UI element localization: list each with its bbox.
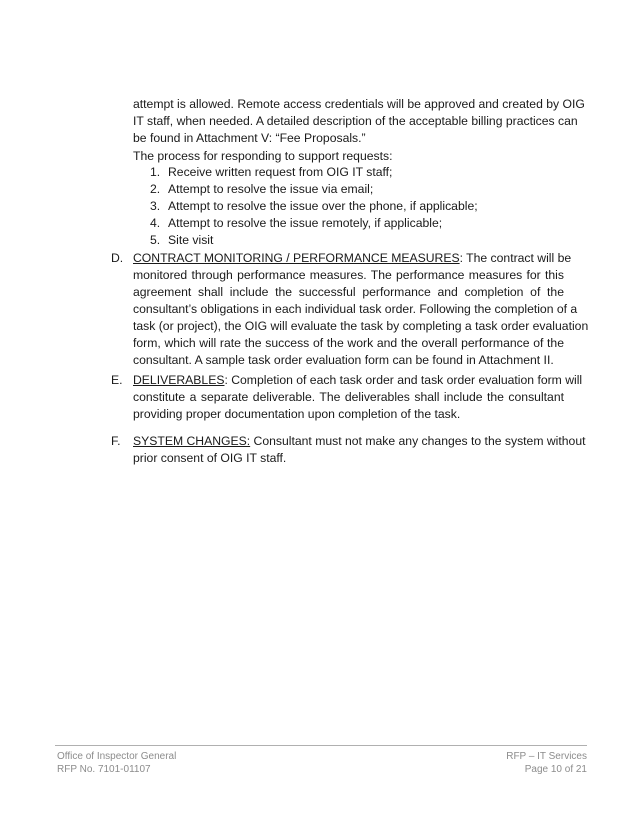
list-number: 5. (150, 233, 161, 247)
list-item (150, 232, 478, 249)
section-heading: DELIVERABLES (133, 373, 225, 387)
list-item (150, 198, 478, 215)
list-number: 1. (150, 165, 161, 179)
section-line: consultant’s obligations in each individual task order. Following the completion of a (133, 302, 578, 316)
section-line: providing proper documentation upon completion of the task. (133, 407, 461, 421)
list-text: Site visit (168, 233, 214, 247)
process-steps-list (150, 164, 478, 249)
list-text: Receive written request from OIG IT staff; (168, 165, 393, 179)
list-number: 4. (150, 216, 161, 230)
list-number: 3. (150, 199, 161, 213)
section-line: agreement shall include the successful performance and completion of the (133, 285, 564, 299)
footer-page-number: Page 10 of 21 (524, 764, 587, 775)
footer-organization: Office of Inspector General (57, 751, 177, 762)
section-first-line (133, 250, 572, 267)
section-f (111, 433, 586, 467)
process-lead (133, 148, 564, 165)
section-heading: SYSTEM CHANGES: (133, 434, 251, 448)
list-number: 2. (150, 182, 161, 196)
section-first-rest: : The contract will be (459, 251, 572, 265)
section-first-rest: Consultant must not make any changes to the system without (250, 434, 586, 448)
list-item (150, 181, 478, 198)
section-line: monitored through performance measures. The performance measures for this (133, 268, 564, 282)
section-line: constitute a separate deliverable. The deliverables shall include the consultant (133, 390, 564, 404)
intro-line: attempt is allowed. Remote access credentials will be approved and created by OIG (133, 97, 585, 111)
section-heading: CONTRACT MONITORING / PERFORMANCE MEASURES (133, 251, 460, 265)
list-item (150, 164, 478, 181)
section-body (133, 433, 586, 467)
section-letter: F. (111, 434, 121, 448)
section-e (111, 372, 583, 423)
intro-paragraph (133, 96, 585, 147)
section-letter: E. (111, 373, 123, 387)
section-line: prior consent of OIG IT staff. (133, 451, 287, 465)
footer-rfp-number: RFP No. 7101-01107 (57, 764, 151, 775)
section-first-line (133, 372, 583, 389)
intro-line: be found in Attachment V: “Fee Proposals.” (133, 131, 366, 145)
section-body (133, 250, 589, 369)
section-line: task (or project), the OIG will evaluate the task by completing a task order evaluation (133, 319, 589, 333)
footer-divider (55, 745, 587, 746)
section-line: consultant. A sample task order evaluation form can be found in Attachment II. (133, 353, 554, 367)
process-lead-text: The process for responding to support requests: (133, 149, 393, 163)
list-text: Attempt to resolve the issue remotely, if applicable; (168, 216, 443, 230)
section-line: form, which will rate the success of the work and the overall performance of the (133, 336, 564, 350)
list-item (150, 215, 478, 232)
section-letter: D. (111, 251, 124, 265)
section-first-rest: : Completion of each task order and task order evaluation form will (224, 373, 583, 387)
intro-line: IT staff, when needed. A detailed description of the acceptable billing practices can (133, 114, 578, 128)
section-first-line (133, 433, 586, 450)
list-text: Attempt to resolve the issue via email; (168, 182, 374, 196)
footer-document-title: RFP – IT Services (506, 751, 587, 762)
list-text: Attempt to resolve the issue over the phone, if applicable; (168, 199, 478, 213)
section-d (111, 250, 589, 369)
section-body (133, 372, 583, 423)
